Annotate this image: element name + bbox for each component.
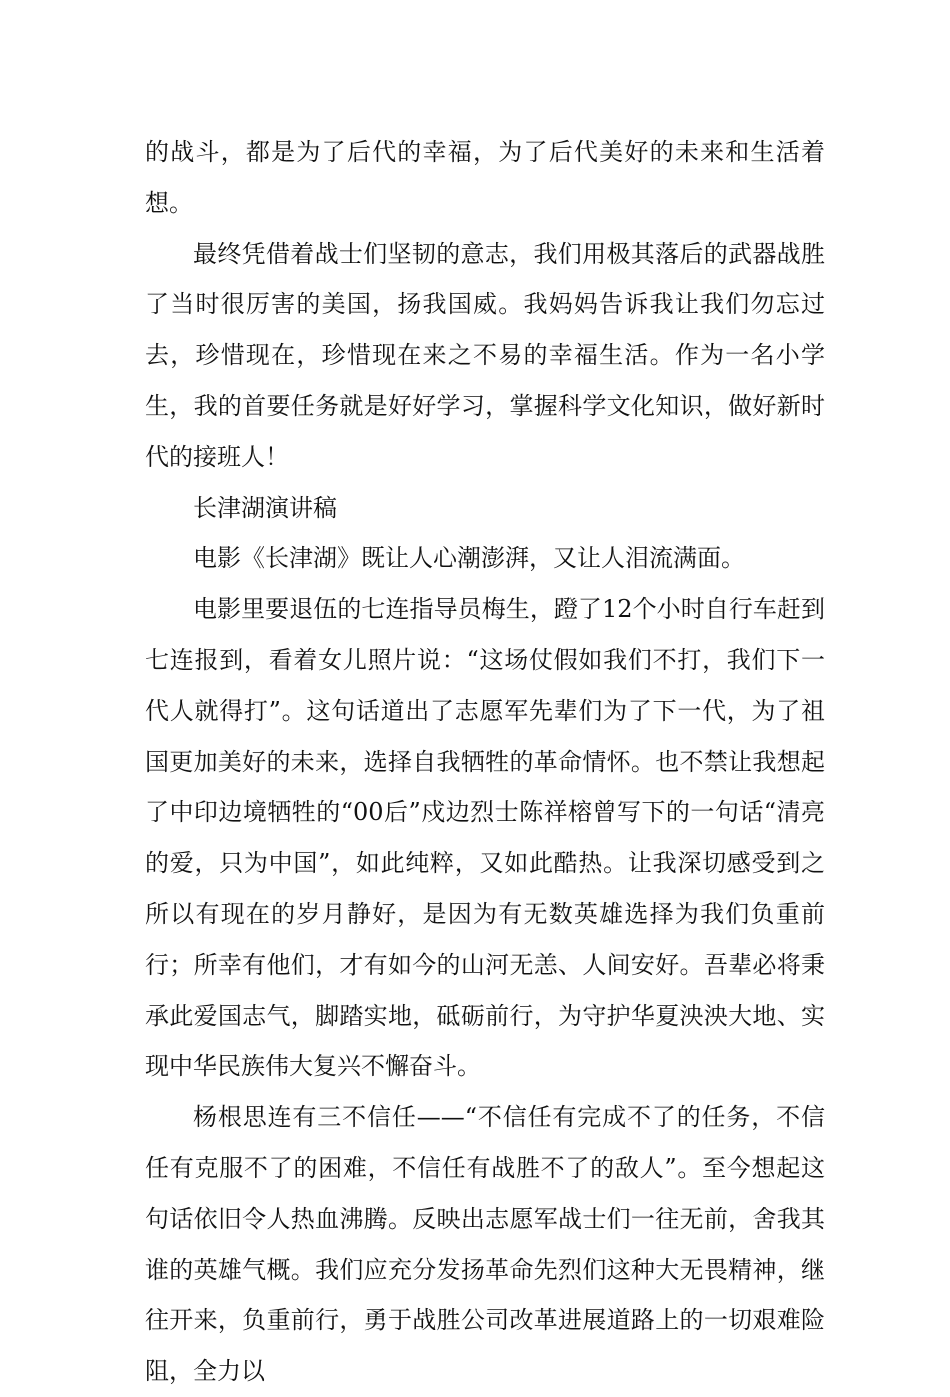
paragraph: 电影《长津湖》既让人心潮澎湃，又让人泪流满面。 [193,544,745,573]
paragraph: 杨根思连有三不信任——“不信任有完成不了的任务，不信任有克服不了的困难，不信任有战胜不了的敌人”。至今想起这句话依旧令人热血沸腾。反映出志愿军战士们一往无前，舍我其谁的英雄气概。我们应充分发扬革命先烈们这种大无畏精神，继往开来，负重前行，勇于战胜公司改革进展道路上的一切艰难险阻，全力以 [145,1103,825,1386]
paragraph-continuation: 的战斗，都是为了后代的幸福，为了后代美好的未来和生活着想。 [145,138,825,217]
document-body [145,127,825,1397]
paragraph: 最终凭借着战士们坚韧的意志，我们用极其落后的武器战胜了当时很厉害的美国，扬我国威。我妈妈告诉我让我们勿忘过去，珍惜现在，珍惜现在来之不易的幸福生活。作为一名小学生，我的首要任务就是好好学习，掌握科学文化知识，做好新时代的接班人！ [145,239,825,471]
section-heading: 长津湖演讲稿 [193,493,337,522]
paragraph: 电影里要退伍的七连指导员梅生，蹬了12个小时自行车赶到七连报到，看着女儿照片说：“这场仗假如我们不打，我们下一代人就得打”。这句话道出了志愿军先辈们为了下一代，为了祖国更加美好的未来，选择自我牺牲的革命情怀。也不禁让我想起了中印边境牺牲的“00后”戍边烈士陈祥榕曾写下的一句话“清亮的爱，只为中国”，如此纯粹，又如此酷热。让我深切感受到之所以有现在的岁月静好，是因为有无数英雄选择为我们负重前行；所幸有他们，才有如今的山河无恙、人间安好。吾辈必将秉承此爱国志气，脚踏实地，砥砺前行，为守护华夏泱泱大地、实现中华民族伟大复兴不懈奋斗。 [145,595,825,1081]
